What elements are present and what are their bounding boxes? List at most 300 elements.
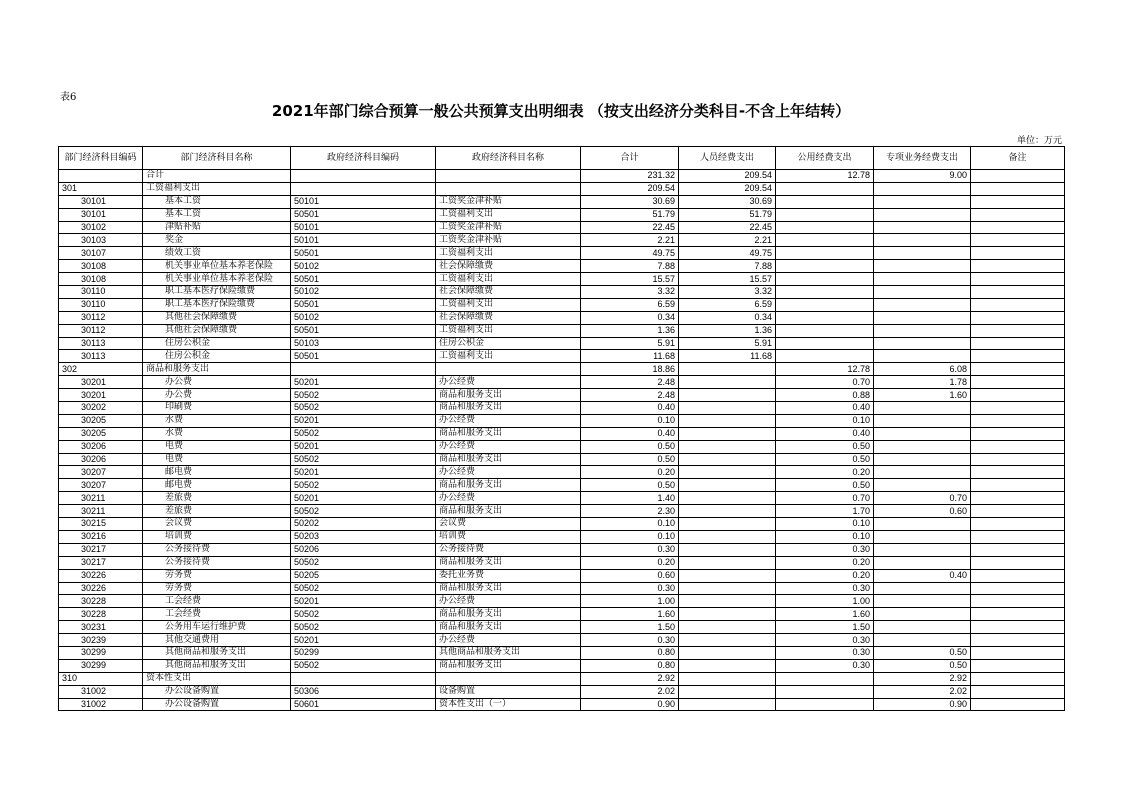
- gov-code-cell: 50502: [291, 505, 436, 518]
- table-row: [59, 337, 1065, 350]
- public-cell: 0.10: [776, 530, 874, 543]
- dept-code-cell: 301: [59, 182, 143, 195]
- dept-name-cell: 资本性支出: [143, 672, 291, 685]
- personnel-cell: [679, 492, 776, 505]
- dept-code-cell: 30207: [59, 479, 143, 492]
- table-row: [59, 208, 1065, 221]
- gov-code-cell: 50502: [291, 608, 436, 621]
- note-cell: [971, 479, 1065, 492]
- personnel-cell: [679, 608, 776, 621]
- special-cell: [874, 518, 971, 531]
- total-cell: 0.80: [581, 659, 679, 672]
- personnel-cell: 6.59: [679, 298, 776, 311]
- dept-code-cell: 30216: [59, 530, 143, 543]
- dept-name-cell: 奖金: [143, 234, 291, 247]
- gov-code-cell: 50502: [291, 621, 436, 634]
- note-cell: [971, 427, 1065, 440]
- gov-code-cell: 50501: [291, 273, 436, 286]
- personnel-cell: [679, 659, 776, 672]
- special-cell: [874, 273, 971, 286]
- table-row: [59, 402, 1065, 415]
- table-number: 表6: [60, 92, 77, 103]
- total-cell: 22.45: [581, 221, 679, 234]
- table-row: [59, 389, 1065, 402]
- gov-name-cell: 工资福利支出: [436, 298, 581, 311]
- gov-name-cell: [436, 363, 581, 376]
- note-cell: [971, 530, 1065, 543]
- table-row: [59, 247, 1065, 260]
- special-cell: 0.70: [874, 492, 971, 505]
- personnel-cell: [679, 595, 776, 608]
- total-cell: 209.54: [581, 182, 679, 195]
- gov-code-cell: 50502: [291, 659, 436, 672]
- dept-name-cell: 职工基本医疗保险缴费: [143, 286, 291, 299]
- special-cell: [874, 234, 971, 247]
- column-header: 公用经费支出: [776, 147, 874, 170]
- public-cell: [776, 247, 874, 260]
- dept-name-cell: 办公设备购置: [143, 685, 291, 698]
- dept-code-cell: 31002: [59, 685, 143, 698]
- dept-name-cell: 其他社会保障缴费: [143, 311, 291, 324]
- dept-name-cell: 培训费: [143, 530, 291, 543]
- personnel-cell: [679, 698, 776, 711]
- dept-name-cell: 基本工资: [143, 195, 291, 208]
- dept-name-cell: 水费: [143, 427, 291, 440]
- total-cell: 15.57: [581, 273, 679, 286]
- public-cell: [776, 208, 874, 221]
- table-row: [59, 414, 1065, 427]
- table-row: [59, 543, 1065, 556]
- dept-code-cell: 30102: [59, 221, 143, 234]
- personnel-cell: 15.57: [679, 273, 776, 286]
- total-cell: 0.10: [581, 530, 679, 543]
- public-cell: 12.78: [776, 170, 874, 183]
- table-row: [59, 556, 1065, 569]
- special-cell: [874, 414, 971, 427]
- note-cell: [971, 182, 1065, 195]
- gov-code-cell: 50502: [291, 427, 436, 440]
- personnel-cell: [679, 466, 776, 479]
- dept-name-cell: 基本工资: [143, 208, 291, 221]
- note-cell: [971, 234, 1065, 247]
- total-cell: 7.88: [581, 260, 679, 273]
- dept-code-cell: 30231: [59, 621, 143, 634]
- gov-name-cell: 工资奖金津补贴: [436, 234, 581, 247]
- note-cell: [971, 569, 1065, 582]
- table-row: [59, 621, 1065, 634]
- dept-code-cell: 30228: [59, 608, 143, 621]
- public-cell: 0.30: [776, 659, 874, 672]
- personnel-cell: [679, 672, 776, 685]
- dept-code-cell: 30108: [59, 260, 143, 273]
- gov-name-cell: 商品和服务支出: [436, 608, 581, 621]
- dept-name-cell: 其他商品和服务支出: [143, 659, 291, 672]
- total-cell: 0.10: [581, 414, 679, 427]
- gov-name-cell: 商品和服务支出: [436, 556, 581, 569]
- public-cell: [776, 298, 874, 311]
- gov-name-cell: 培训费: [436, 530, 581, 543]
- personnel-cell: [679, 685, 776, 698]
- dept-code-cell: 30215: [59, 518, 143, 531]
- dept-name-cell: 水费: [143, 414, 291, 427]
- dept-code-cell: 30101: [59, 195, 143, 208]
- public-cell: [776, 260, 874, 273]
- dept-name-cell: 办公设备购置: [143, 698, 291, 711]
- note-cell: [971, 389, 1065, 402]
- special-cell: 2.02: [874, 685, 971, 698]
- dept-code-cell: [59, 170, 143, 183]
- table-row: [59, 286, 1065, 299]
- note-cell: [971, 337, 1065, 350]
- gov-code-cell: 50205: [291, 569, 436, 582]
- public-cell: 0.30: [776, 646, 874, 659]
- table-row: [59, 685, 1065, 698]
- special-cell: [874, 221, 971, 234]
- note-cell: [971, 170, 1065, 183]
- gov-code-cell: 50101: [291, 234, 436, 247]
- public-cell: 1.00: [776, 595, 874, 608]
- gov-code-cell: 50501: [291, 208, 436, 221]
- dept-name-cell: 电费: [143, 453, 291, 466]
- total-cell: 1.40: [581, 492, 679, 505]
- table-row: [59, 324, 1065, 337]
- dept-name-cell: 津贴补贴: [143, 221, 291, 234]
- note-cell: [971, 311, 1065, 324]
- gov-code-cell: 50201: [291, 492, 436, 505]
- total-cell: 2.21: [581, 234, 679, 247]
- gov-name-cell: 社会保障缴费: [436, 286, 581, 299]
- note-cell: [971, 273, 1065, 286]
- dept-name-cell: 工会经费: [143, 595, 291, 608]
- dept-name-cell: 合计: [143, 170, 291, 183]
- dept-name-cell: 工资福利支出: [143, 182, 291, 195]
- table-body: [59, 170, 1065, 711]
- dept-name-cell: 电费: [143, 440, 291, 453]
- gov-code-cell: 50201: [291, 440, 436, 453]
- dept-code-cell: 30110: [59, 286, 143, 299]
- special-cell: [874, 311, 971, 324]
- public-cell: 0.30: [776, 543, 874, 556]
- special-cell: [874, 195, 971, 208]
- gov-name-cell: 商品和服务支出: [436, 659, 581, 672]
- public-cell: 0.10: [776, 414, 874, 427]
- special-cell: 0.40: [874, 569, 971, 582]
- gov-code-cell: [291, 170, 436, 183]
- total-cell: 1.60: [581, 608, 679, 621]
- public-cell: [776, 311, 874, 324]
- column-header: 备注: [971, 147, 1065, 170]
- table-row: [59, 363, 1065, 376]
- public-cell: [776, 195, 874, 208]
- personnel-cell: 7.88: [679, 260, 776, 273]
- special-cell: [874, 402, 971, 415]
- note-cell: [971, 672, 1065, 685]
- public-cell: [776, 273, 874, 286]
- note-cell: [971, 453, 1065, 466]
- gov-name-cell: 商品和服务支出: [436, 582, 581, 595]
- gov-name-cell: 办公经费: [436, 414, 581, 427]
- page-title: 2021年部门综合预算一般公共预算支出明细表 （按支出经济分类科目-不含上年结转）: [271, 102, 851, 120]
- dept-code-cell: 30211: [59, 505, 143, 518]
- special-cell: 2.92: [874, 672, 971, 685]
- dept-code-cell: 30205: [59, 414, 143, 427]
- special-cell: [874, 479, 971, 492]
- personnel-cell: 0.34: [679, 311, 776, 324]
- note-cell: [971, 582, 1065, 595]
- gov-name-cell: 住房公积金: [436, 337, 581, 350]
- personnel-cell: [679, 543, 776, 556]
- dept-code-cell: 30103: [59, 234, 143, 247]
- special-cell: [874, 556, 971, 569]
- special-cell: [874, 337, 971, 350]
- gov-code-cell: 50502: [291, 453, 436, 466]
- dept-name-cell: 住房公积金: [143, 350, 291, 363]
- dept-code-cell: 30108: [59, 273, 143, 286]
- gov-code-cell: 50502: [291, 582, 436, 595]
- total-cell: 0.50: [581, 479, 679, 492]
- special-cell: [874, 621, 971, 634]
- dept-code-cell: 30228: [59, 595, 143, 608]
- gov-code-cell: 50102: [291, 311, 436, 324]
- dept-code-cell: 30201: [59, 389, 143, 402]
- gov-name-cell: 商品和服务支出: [436, 479, 581, 492]
- public-cell: 1.60: [776, 608, 874, 621]
- note-cell: [971, 646, 1065, 659]
- public-cell: 0.88: [776, 389, 874, 402]
- gov-name-cell: 商品和服务支出: [436, 389, 581, 402]
- dept-code-cell: 30112: [59, 311, 143, 324]
- gov-code-cell: 50101: [291, 221, 436, 234]
- table-row: [59, 273, 1065, 286]
- public-cell: 0.70: [776, 492, 874, 505]
- special-cell: [874, 247, 971, 260]
- personnel-cell: [679, 402, 776, 415]
- gov-code-cell: 50502: [291, 479, 436, 492]
- dept-name-cell: 工会经费: [143, 608, 291, 621]
- gov-code-cell: 50201: [291, 414, 436, 427]
- dept-code-cell: 30299: [59, 659, 143, 672]
- note-cell: [971, 685, 1065, 698]
- dept-name-cell: 机关事业单位基本养老保险: [143, 260, 291, 273]
- gov-name-cell: 商品和服务支出: [436, 427, 581, 440]
- table-row: [59, 659, 1065, 672]
- gov-name-cell: 工资奖金津补贴: [436, 221, 581, 234]
- dept-name-cell: 劳务费: [143, 569, 291, 582]
- special-cell: [874, 595, 971, 608]
- gov-code-cell: 50201: [291, 466, 436, 479]
- gov-name-cell: 工资奖金津补贴: [436, 195, 581, 208]
- note-cell: [971, 376, 1065, 389]
- unit-label: 单位：万元: [1016, 136, 1062, 146]
- table-row: [59, 634, 1065, 647]
- table-row: [59, 492, 1065, 505]
- special-cell: 1.78: [874, 376, 971, 389]
- special-cell: [874, 350, 971, 363]
- total-cell: 0.40: [581, 402, 679, 415]
- note-cell: [971, 621, 1065, 634]
- public-cell: 0.20: [776, 556, 874, 569]
- note-cell: [971, 518, 1065, 531]
- dept-name-cell: 印刷费: [143, 402, 291, 415]
- table-row: [59, 170, 1065, 183]
- personnel-cell: 11.68: [679, 350, 776, 363]
- note-cell: [971, 608, 1065, 621]
- column-header: 部门经济科目名称: [143, 147, 291, 170]
- total-cell: 0.34: [581, 311, 679, 324]
- total-cell: 2.30: [581, 505, 679, 518]
- total-cell: 1.36: [581, 324, 679, 337]
- total-cell: 0.80: [581, 646, 679, 659]
- note-cell: [971, 595, 1065, 608]
- total-cell: 30.69: [581, 195, 679, 208]
- note-cell: [971, 505, 1065, 518]
- dept-code-cell: 30110: [59, 298, 143, 311]
- public-cell: [776, 221, 874, 234]
- dept-name-cell: 其他商品和服务支出: [143, 646, 291, 659]
- total-cell: 0.60: [581, 569, 679, 582]
- personnel-cell: 51.79: [679, 208, 776, 221]
- personnel-cell: 49.75: [679, 247, 776, 260]
- gov-name-cell: 工资福利支出: [436, 324, 581, 337]
- gov-name-cell: 商品和服务支出: [436, 402, 581, 415]
- personnel-cell: 209.54: [679, 182, 776, 195]
- personnel-cell: 22.45: [679, 221, 776, 234]
- table-row: [59, 518, 1065, 531]
- gov-code-cell: 50206: [291, 543, 436, 556]
- special-cell: 0.50: [874, 659, 971, 672]
- table-row: [59, 440, 1065, 453]
- personnel-cell: [679, 389, 776, 402]
- special-cell: 1.60: [874, 389, 971, 402]
- dept-code-cell: 30239: [59, 634, 143, 647]
- gov-code-cell: [291, 672, 436, 685]
- gov-code-cell: 50101: [291, 195, 436, 208]
- personnel-cell: 209.54: [679, 170, 776, 183]
- dept-code-cell: 30206: [59, 440, 143, 453]
- gov-code-cell: [291, 363, 436, 376]
- total-cell: 11.68: [581, 350, 679, 363]
- total-cell: 0.40: [581, 427, 679, 440]
- table-row: [59, 505, 1065, 518]
- gov-name-cell: 商品和服务支出: [436, 453, 581, 466]
- gov-code-cell: 50299: [291, 646, 436, 659]
- note-cell: [971, 659, 1065, 672]
- special-cell: [874, 530, 971, 543]
- table-row: [59, 595, 1065, 608]
- dept-name-cell: 办公费: [143, 376, 291, 389]
- personnel-cell: 5.91: [679, 337, 776, 350]
- total-cell: 0.90: [581, 698, 679, 711]
- note-cell: [971, 492, 1065, 505]
- gov-name-cell: 办公经费: [436, 466, 581, 479]
- total-cell: 3.32: [581, 286, 679, 299]
- special-cell: 0.50: [874, 646, 971, 659]
- note-cell: [971, 414, 1065, 427]
- gov-code-cell: 50501: [291, 350, 436, 363]
- special-cell: [874, 582, 971, 595]
- dept-name-cell: 住房公积金: [143, 337, 291, 350]
- special-cell: [874, 634, 971, 647]
- dept-name-cell: 邮电费: [143, 479, 291, 492]
- total-cell: 2.48: [581, 389, 679, 402]
- table-row: [59, 453, 1065, 466]
- gov-code-cell: 50102: [291, 286, 436, 299]
- special-cell: [874, 260, 971, 273]
- dept-code-cell: 30101: [59, 208, 143, 221]
- gov-name-cell: 会议费: [436, 518, 581, 531]
- total-cell: 0.50: [581, 453, 679, 466]
- table-row: [59, 182, 1065, 195]
- public-cell: 0.20: [776, 569, 874, 582]
- personnel-cell: [679, 479, 776, 492]
- personnel-cell: 30.69: [679, 195, 776, 208]
- gov-code-cell: 50306: [291, 685, 436, 698]
- note-cell: [971, 543, 1065, 556]
- dept-code-cell: 30207: [59, 466, 143, 479]
- dept-name-cell: 公务接待费: [143, 556, 291, 569]
- column-header: 部门经济科目编码: [59, 147, 143, 170]
- table-row: [59, 646, 1065, 659]
- special-cell: 9.00: [874, 170, 971, 183]
- note-cell: [971, 363, 1065, 376]
- note-cell: [971, 195, 1065, 208]
- special-cell: 0.90: [874, 698, 971, 711]
- dept-name-cell: 办公费: [143, 389, 291, 402]
- dept-code-cell: 30206: [59, 453, 143, 466]
- public-cell: [776, 234, 874, 247]
- dept-code-cell: 30113: [59, 337, 143, 350]
- dept-code-cell: 30202: [59, 402, 143, 415]
- public-cell: 0.30: [776, 634, 874, 647]
- note-cell: [971, 698, 1065, 711]
- personnel-cell: 1.36: [679, 324, 776, 337]
- public-cell: [776, 324, 874, 337]
- gov-code-cell: [291, 182, 436, 195]
- gov-name-cell: [436, 170, 581, 183]
- gov-name-cell: 工资福利支出: [436, 247, 581, 260]
- gov-code-cell: 50202: [291, 518, 436, 531]
- dept-code-cell: 30299: [59, 646, 143, 659]
- column-header: 人员经费支出: [679, 147, 776, 170]
- dept-code-cell: 30107: [59, 247, 143, 260]
- special-cell: 0.60: [874, 505, 971, 518]
- special-cell: [874, 298, 971, 311]
- public-cell: 0.50: [776, 479, 874, 492]
- total-cell: 1.00: [581, 595, 679, 608]
- dept-name-cell: 其他交通费用: [143, 634, 291, 647]
- table-row: [59, 195, 1065, 208]
- table-row: [59, 479, 1065, 492]
- note-cell: [971, 466, 1065, 479]
- gov-code-cell: 50601: [291, 698, 436, 711]
- gov-name-cell: 其他商品和服务支出: [436, 646, 581, 659]
- personnel-cell: [679, 518, 776, 531]
- dept-name-cell: 差旅费: [143, 505, 291, 518]
- table-row: [59, 466, 1065, 479]
- total-cell: 18.86: [581, 363, 679, 376]
- table-row: [59, 608, 1065, 621]
- personnel-cell: [679, 453, 776, 466]
- personnel-cell: [679, 363, 776, 376]
- note-cell: [971, 402, 1065, 415]
- column-header: 合计: [581, 147, 679, 170]
- note-cell: [971, 286, 1065, 299]
- note-cell: [971, 634, 1065, 647]
- table-row: [59, 260, 1065, 273]
- dept-code-cell: 310: [59, 672, 143, 685]
- table-row: [59, 221, 1065, 234]
- public-cell: 0.10: [776, 518, 874, 531]
